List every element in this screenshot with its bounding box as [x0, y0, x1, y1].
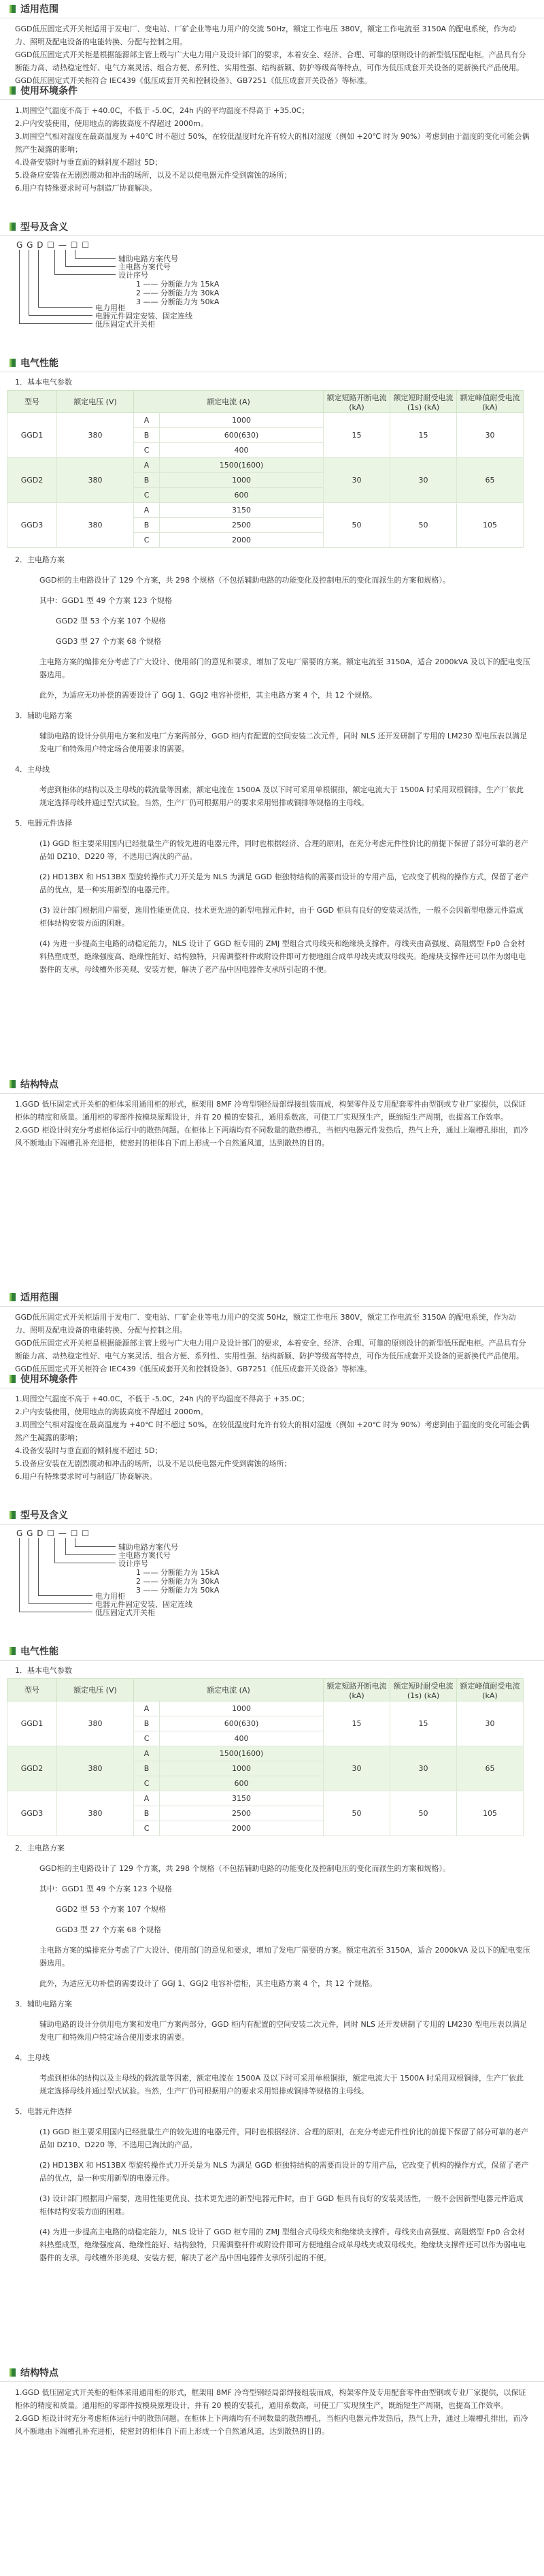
- subsection-title: 4．主母线: [15, 765, 50, 774]
- table-title: 1．基本电气参数: [15, 378, 72, 387]
- table-cell-cls: A: [134, 1701, 160, 1716]
- table-body: [7, 413, 524, 548]
- table-cell-cls: B: [134, 428, 160, 443]
- table-cell-peak: 30: [457, 1701, 524, 1746]
- paragraph: (2) HD13BX 和 HS13BX 型旋转操作式刀开关是为 NLS 为满足 GGD 柜独特结构的需要而设计的专用产品，它改变了机构的操作方式，保留了老产品的优点，是一种实用新型的电器元件。: [39, 2161, 529, 2183]
- label-breaking-15: 1 —— 分断能力为 15kA: [136, 280, 220, 289]
- table-cell-short: 15: [390, 413, 457, 458]
- table-header: 额定峰值耐受电流 (kA): [457, 1679, 524, 1701]
- subsection-title: 3．辅助电路方案: [15, 711, 72, 720]
- section-header: [0, 82, 544, 100]
- scope-paragraph: GGD低压固定式开关柜是根据能源部主管上级与广大电力用户及设计部门的要求，本着安全、经济、合理、可靠的原则设计的新型低压配电柜。产品具有分断能力高、动热稳定性好、电气方案灵活、组合方便、系列性、实用性强、结构新颖、防护等级高等特点，可作为低压成套开关设备的更新换代产品使用。: [15, 50, 526, 72]
- section-marker-icon: [10, 1375, 16, 1383]
- content-block-2: [0, 1288, 544, 2576]
- table-cell-current: 400: [160, 443, 324, 458]
- table-cell-current: 2500: [160, 1806, 324, 1821]
- table-header: 额定峰值耐受电流 (kA): [457, 391, 524, 413]
- label-fixed-cabinet: 低压固定式开关柜: [95, 320, 155, 329]
- table-cell-current: 1000: [160, 473, 324, 488]
- table-cell-breaking: 15: [324, 413, 390, 458]
- table-cell-voltage: 380: [57, 1746, 134, 1791]
- subsection-title: 2．主电路方案: [15, 555, 65, 564]
- section-marker-icon: [10, 359, 16, 367]
- section-header: [0, 1642, 544, 1661]
- label-breaking-50: 3 —— 分断能力为 50kA: [136, 297, 220, 306]
- table-cell-short: 30: [390, 1746, 457, 1791]
- paragraph: GGD3 型 27 个方案 68 个规格: [56, 1925, 161, 1934]
- table-cell-breaking: 15: [324, 1701, 390, 1746]
- table-cell-current: 400: [160, 1731, 324, 1746]
- table-cell-cls: B: [134, 518, 160, 533]
- table-header: 型号: [7, 391, 57, 413]
- section-title: 结构特点: [20, 1079, 58, 1090]
- table-cell-short: 15: [390, 1701, 457, 1746]
- label-fixed-install: 电器元件固定安装、固定连线: [95, 1600, 192, 1609]
- subsection-title: 2．主电路方案: [15, 1844, 65, 1853]
- paragraph: 主电路方案的编排充分考虑了广大设计、使用部门的意见和要求，增加了发电厂需要的方案。额定电流至 3150A，适合 2000kVA 及以下的配电变压器选用。: [39, 1946, 530, 1968]
- section-marker-icon: [10, 1080, 16, 1088]
- parameter-table: [7, 390, 524, 548]
- section-header: [0, 1370, 544, 1388]
- section-marker-icon: [10, 2368, 16, 2377]
- table-cell-peak: 65: [457, 1746, 524, 1791]
- label-breaking-50: 3 —— 分断能力为 50kA: [136, 1586, 220, 1595]
- table-cell-current: 1500(1600): [160, 1746, 324, 1761]
- table-header: 额定短路开断电流 (kA): [324, 1679, 390, 1701]
- section-marker-icon: [10, 223, 16, 231]
- section-header: [0, 2364, 544, 2382]
- table-cell-peak: 30: [457, 413, 524, 458]
- table-cell-model: GGD1: [7, 1701, 57, 1746]
- parameter-table: [7, 1678, 524, 1836]
- section-marker-icon: [10, 1647, 16, 1655]
- table-header: 额定电压 (V): [57, 391, 134, 413]
- table-cell-cls: C: [134, 1731, 160, 1746]
- table-cell-voltage: 380: [57, 458, 134, 503]
- table-cell-current: 1000: [160, 1761, 324, 1776]
- label-design-no: 设计序号: [118, 1559, 148, 1568]
- table-cell-voltage: 380: [57, 1791, 134, 1836]
- table-cell-breaking: 50: [324, 1791, 390, 1836]
- section-electrical: [0, 354, 544, 1075]
- paragraph: 考虑到柜体的结构以及主母线的载流量等因素，额定电流在 1500A 及以下时可采用单根铜排，额定电流大于 1500A 时采用双根铜排，生产厂依此规定选择母线并通过型式试验。当然，生产厂仍可根据用户的要求采用铝排或铜排等规格的主母线。: [39, 2074, 524, 2096]
- section-header: [0, 1506, 544, 1525]
- section-title: 结构特点: [20, 2368, 58, 2379]
- section-title: 型号及含义: [20, 1510, 68, 1521]
- model-diagram: [0, 1525, 544, 1627]
- table-cell-voltage: 380: [57, 503, 134, 548]
- label-breaking-30: 2 —— 分断能力为 30kA: [136, 1577, 220, 1586]
- table-row: [7, 1791, 524, 1806]
- section-title: 使用环境条件: [20, 86, 78, 97]
- paragraph: (1) GGD 柜主要采用国内已经批量生产的较先进的电器元件，同时也根据经济、合理的原则，在充分考虑元件性价比的前提下保留了部分可靠的老产品如 DZ10、D220 等，不选用已淘汰的产品。: [39, 839, 529, 861]
- table-cell-current: 600: [160, 1776, 324, 1791]
- table-header: 额定短时耐受电流 (1s) (kA): [390, 1679, 457, 1701]
- section-header: [0, 218, 544, 236]
- paragraph: 辅助电路的设计分供用电方案和发电厂方案两部分，GGD 柜内有配置的空间安装二次元件，同时 NLS 还开发研制了专用的 LM230 型电压表以满足发电厂和特殊用户特定场合使用要求的需要。: [39, 2020, 527, 2042]
- paragraph: (4) 为进一步提高主电路的动稳定能力，NLS 设计了 GGD 柜专用的 ZMJ 型组合式母线夹和绝缘块支撑件。母线夹由高强度、高阻燃型 Fp0 合金材料热塑成型，绝缘强度高、绝缘性能好、结构独特，只需调整杆件或附设件即可方便地组合成单母线夹或双母线夹。绝缘块支撑件还可以作为弱电电器件的支承，母线槽外形美观、安装方便，解决了老产品中因电器件支承所引起的不便。: [39, 939, 526, 974]
- paragraph: (2) HD13BX 和 HS13BX 型旋转操作式刀开关是为 NLS 为满足 GGD 柜独特结构的需要而设计的专用产品，它改变了机构的操作方式，保留了老产品的优点，是一种实用新型的电器元件。: [39, 873, 529, 894]
- table-cell-cls: C: [134, 533, 160, 548]
- label-breaking-15: 1 —— 分断能力为 15kA: [136, 1568, 220, 1577]
- table-cell-current: 3150: [160, 1791, 324, 1806]
- subsection-title: 3．辅助电路方案: [15, 2000, 72, 2008]
- env-item: 5.设备应安装在无剧烈震动和冲击的场所，以及不足以使电器元件受到腐蚀的场所；: [15, 1459, 292, 1468]
- table-cell-cls: C: [134, 443, 160, 458]
- subsection-title: 5．电器元件选择: [15, 819, 72, 828]
- model-diagram: [0, 236, 544, 338]
- label-aux-circuit: 辅助电路方案代号: [118, 1543, 178, 1552]
- subsection-title: 4．主母线: [15, 2053, 50, 2062]
- paragraph: 考虑到柜体的结构以及主母线的载流量等因素，额定电流在 1500A 及以下时可采用单根铜排，额定电流大于 1500A 时采用双根铜排，生产厂依此规定选择母线并通过型式试验。当然，生产厂仍可根据用户的要求采用铝排或铜排等规格的主母线。: [39, 785, 524, 807]
- section-title: 使用环境条件: [20, 1374, 78, 1385]
- subsection-title: 5．电器元件选择: [15, 2107, 72, 2116]
- table-cell-cls: A: [134, 413, 160, 428]
- table-cell-cls: B: [134, 1806, 160, 1821]
- scope-paragraph: GGD低压固定式开关柜符合 IEC439《低压成套开关和控制设备》、GB7251《低压成套开关设备》等标准。: [15, 76, 372, 85]
- table-cell-voltage: 380: [57, 413, 134, 458]
- paragraph: 其中：GGD1 型 49 个方案 123 个规格: [39, 1885, 172, 1893]
- label-fixed-install: 电器元件固定安装、固定连线: [95, 312, 192, 321]
- model-code: G G D ☐ — ☐ ☐: [16, 1529, 90, 1538]
- table-cell-current: 1000: [160, 413, 324, 428]
- table-cell-peak: 65: [457, 458, 524, 503]
- section-header: [0, 1288, 544, 1307]
- table-header: 额定电压 (V): [57, 1679, 134, 1701]
- table-cell-current: 2500: [160, 518, 324, 533]
- env-item: 6.用户有特殊要求时可与制造厂协商解决。: [15, 1472, 157, 1481]
- section-structure: [0, 1075, 544, 1211]
- table-cell-current: 1000: [160, 1701, 324, 1716]
- table-header: 额定电流 (A): [134, 1679, 324, 1701]
- table-cell-cls: A: [134, 1791, 160, 1806]
- label-power-cabinet: 电力用柜: [95, 304, 125, 312]
- section-environment: [0, 1370, 544, 1506]
- table-cell-model: GGD3: [7, 1791, 57, 1836]
- table-cell-model: GGD2: [7, 1746, 57, 1791]
- env-item: 3.周围空气相对湿度在最高温度为 +40℃ 时不超过 50%，在较低温度时允许有较大的相对湿度（例如 +20℃ 时为 90%）考虑到由于温度的变化可能会偶然产生凝露的影响；: [15, 1420, 530, 1442]
- env-item: 1.周围空气温度不高于 +40.0C，不低于 -5.0C，24h 内的平均温度不得高于 +35.0C；: [15, 1395, 309, 1403]
- label-design-no: 设计序号: [118, 271, 148, 280]
- env-item: 2.户内安装使用，使用地点的海拔高度不得超过 2000m。: [15, 119, 208, 128]
- table-cell-cls: A: [134, 1746, 160, 1761]
- paragraph: (1) GGD 柜主要采用国内已经批量生产的较先进的电器元件，同时也根据经济、合理的原则，在充分考虑元件性价比的前提下保留了部分可靠的老产品如 DZ10、D220 等，不选用已淘汰的产品。: [39, 2127, 529, 2149]
- table-header: 额定短时耐受电流 (1s) (kA): [390, 391, 457, 413]
- section-marker-icon: [10, 5, 16, 13]
- section-scope: [0, 0, 544, 85]
- env-item: 5.设备应安装在无剧烈震动和冲击的场所，以及不足以使电器元件受到腐蚀的场所；: [15, 171, 292, 180]
- section-environment: [0, 82, 544, 218]
- model-code: G G D ☐ — ☐ ☐: [16, 240, 90, 250]
- table-header: 额定短路开断电流 (kA): [324, 391, 390, 413]
- section-structure: [0, 2364, 544, 2500]
- env-item: 1.周围空气温度不高于 +40.0C，不低于 -5.0C，24h 内的平均温度不得高于 +35.0C；: [15, 106, 309, 115]
- paragraph: 辅助电路的设计分供用电方案和发电厂方案两部分，GGD 柜内有配置的空间安装二次元件，同时 NLS 还开发研制了专用的 LM230 型电压表以满足发电厂和特殊用户特定场合使用要求的需要。: [39, 732, 527, 753]
- table-header: 型号: [7, 1679, 57, 1701]
- table-cell-current: 600: [160, 488, 324, 503]
- paragraph: 其中：GGD1 型 49 个方案 123 个规格: [39, 596, 172, 605]
- table-cell-cls: A: [134, 503, 160, 518]
- table-row: [7, 413, 524, 428]
- paragraph: GGD3 型 27 个方案 68 个规格: [56, 637, 161, 646]
- table-cell-cls: B: [134, 473, 160, 488]
- section-marker-icon: [10, 1511, 16, 1519]
- table-cell-current: 2000: [160, 1821, 324, 1836]
- section-marker-icon: [10, 1293, 16, 1301]
- table-cell-short: 50: [390, 503, 457, 548]
- section-electrical: [0, 1642, 544, 2364]
- label-power-cabinet: 电力用柜: [95, 1592, 125, 1601]
- paragraph: 此外，为适应无功补偿的需要设计了 GGJ 1、GGJ2 电容补偿柜，其主电路方案 4 个，共 12 个规格。: [39, 1979, 377, 1988]
- section-scope: [0, 1288, 544, 1373]
- section-model: [0, 218, 544, 354]
- table-cell-short: 30: [390, 458, 457, 503]
- table-cell-current: 3150: [160, 503, 324, 518]
- table-cell-voltage: 380: [57, 1701, 134, 1746]
- scope-paragraph: GGD低压固定式开关柜是根据能源部主管上级与广大电力用户及设计部门的要求，本着安全、经济、合理、可靠的原则设计的新型低压配电柜。产品具有分断能力高、动热稳定性好、电气方案灵活、组合方便、系列性、实用性强、结构新颖、防护等级高等特点，可作为低压成套开关设备的更新换代产品使用。: [15, 1339, 526, 1360]
- section-header: [0, 0, 544, 18]
- table-cell-cls: A: [134, 458, 160, 473]
- paragraph: (4) 为进一步提高主电路的动稳定能力，NLS 设计了 GGD 柜专用的 ZMJ 型组合式母线夹和绝缘块支撑件。母线夹由高强度、高阻燃型 Fp0 合金材料热塑成型，绝缘强度高、绝缘性能好、结构独特，只需调整杆件或附设件即可方便地组合成单母线夹或双母线夹。绝缘块支撑件还可以作为弱电电器件的支承，母线槽外形美观、安装方便，解决了老产品中因电器件支承所引起的不便。: [39, 2228, 526, 2262]
- label-breaking-30: 2 —— 分断能力为 30kA: [136, 289, 220, 297]
- scope-paragraph: GGD低压固定式开关柜适用于发电厂、变电站、厂矿企业等电力用户的交流 50Hz，额定工作电压 380V，额定工作电流至 3150A 的配电系统，作为动力、照明及配电设备的电能转换、分配与控制之用。: [15, 25, 516, 46]
- label-main-circuit: 主电路方案代号: [118, 263, 171, 272]
- paragraph: (3) 设计部门根据用户需要，选用性能更优良、技术更先进的新型电器元件时，由于 GGD 柜具有良好的安装灵活性，一般不会因新型电器元件造成柜体结构安装方面的困难。: [39, 906, 524, 928]
- table-cell-breaking: 30: [324, 458, 390, 503]
- section-title: 适用范围: [20, 4, 58, 15]
- table-cell-current: 600(630): [160, 1716, 324, 1731]
- table-cell-cls: C: [134, 1821, 160, 1836]
- paragraph: 主电路方案的编排充分考虑了广大设计、使用部门的意见和要求，增加了发电厂需要的方案。额定电流至 3150A，适合 2000kVA 及以下的配电变压器选用。: [39, 657, 530, 679]
- paragraph: GGD柜的主电路设计了 129 个方案，共 298 个规格（不包括辅助电路的功能变化及控制电压的变化而派生的方案和规格）。: [39, 1864, 450, 1873]
- paragraph: GGD柜的主电路设计了 129 个方案，共 298 个规格（不包括辅助电路的功能变化及控制电压的变化而派生的方案和规格）。: [39, 576, 450, 585]
- paragraph: GGD2 型 53 个方案 107 个规格: [56, 1905, 166, 1914]
- section-marker-icon: [10, 86, 16, 95]
- table-cell-peak: 105: [457, 503, 524, 548]
- table-cell-cls: B: [134, 1761, 160, 1776]
- paragraph: 此外，为适应无功补偿的需要设计了 GGJ 1、GGJ2 电容补偿柜，其主电路方案 4 个，共 12 个规格。: [39, 691, 377, 700]
- table-row: [7, 1701, 524, 1716]
- env-item: 4.设备安装时与垂直面的倾斜度不超过 5D；: [15, 158, 163, 167]
- paragraph: 1.GGD 低压固定式开关柜的柜体采用通用柜的形式，框架用 8MF 冷弯型钢经局部焊接组装而成，构架零件及专用配套零件由型钢或专业厂家提供，以保证柜体的精度和质量。通用柜的零部件按模块原理设计，并有 20 模的安装孔，通用系数高，可使工厂实现预生产，既缩短生产周期，也提高工作效率。: [15, 2388, 526, 2410]
- label-aux-circuit: 辅助电路方案代号: [118, 255, 178, 263]
- table-cell-current: 600(630): [160, 428, 324, 443]
- table-cell-model: GGD3: [7, 503, 57, 548]
- section-model: [0, 1506, 544, 1642]
- table-header: 额定电流 (A): [134, 391, 324, 413]
- table-cell-short: 50: [390, 1791, 457, 1836]
- table-cell-current: 1500(1600): [160, 458, 324, 473]
- table-cell-model: GGD1: [7, 413, 57, 458]
- table-cell-current: 2000: [160, 533, 324, 548]
- paragraph: 2.GGD 柜设计时充分考虑柜体运行中的散热问题。在柜体上下两端均有不同数量的散热槽孔，当柜内电器元件发热后，热气上升，通过上端槽孔排出，而冷风不断地由下端槽孔补充进柜，使密封的柜体自下而上形成一个自然通风道，达到散热的目的。: [15, 1126, 528, 1147]
- paragraph: GGD2 型 53 个方案 107 个规格: [56, 617, 166, 625]
- table-cell-model: GGD2: [7, 458, 57, 503]
- scope-paragraph: GGD低压固定式开关柜适用于发电厂、变电站、厂矿企业等电力用户的交流 50Hz，额定工作电压 380V，额定工作电流至 3150A 的配电系统，作为动力、照明及配电设备的电能转换、分配与控制之用。: [15, 1313, 516, 1335]
- section-title: 型号及含义: [20, 222, 68, 233]
- env-item: 3.周围空气相对湿度在最高温度为 +40℃ 时不超过 50%，在较低温度时允许有较大的相对湿度（例如 +20℃ 时为 90%）考虑到由于温度的变化可能会偶然产生凝露的影响；: [15, 132, 530, 154]
- section-title: 电气性能: [20, 1646, 58, 1657]
- env-item: 6.用户有特殊要求时可与制造厂协商解决。: [15, 184, 157, 193]
- paragraph: (3) 设计部门根据用户需要，选用性能更优良、技术更先进的新型电器元件时，由于 GGD 柜具有良好的安装灵活性，一般不会因新型电器元件造成柜体结构安装方面的困难。: [39, 2194, 524, 2216]
- label-main-circuit: 主电路方案代号: [118, 1551, 171, 1560]
- section-header: [0, 1075, 544, 1094]
- paragraph: 2.GGD 柜设计时充分考虑柜体运行中的散热问题。在柜体上下两端均有不同数量的散热槽孔，当柜内电器元件发热后，热气上升，通过上端槽孔排出，而冷风不断地由下端槽孔补充进柜，使密封的柜体自下而上形成一个自然通风道，达到散热的目的。: [15, 2414, 528, 2436]
- section-title: 电气性能: [20, 358, 58, 369]
- table-body: [7, 1701, 524, 1836]
- table-row: [7, 503, 524, 518]
- paragraph: 1.GGD 低压固定式开关柜的柜体采用通用柜的形式，框架用 8MF 冷弯型钢经局部焊接组装而成，构架零件及专用配套零件由型钢或专业厂家提供，以保证柜体的精度和质量。通用柜的零部件按模块原理设计，并有 20 模的安装孔，通用系数高，可使工厂实现预生产，既缩短生产周期，也提高工作效率。: [15, 1100, 526, 1122]
- table-cell-cls: B: [134, 1716, 160, 1731]
- table-cell-breaking: 30: [324, 1746, 390, 1791]
- scope-paragraph: GGD低压固定式开关柜符合 IEC439《低压成套开关和控制设备》、GB7251《低压成套开关设备》等标准。: [15, 1365, 372, 1373]
- section-header: [0, 354, 544, 372]
- table-cell-peak: 105: [457, 1791, 524, 1836]
- table-title: 1．基本电气参数: [15, 1666, 72, 1675]
- table-row: [7, 1746, 524, 1761]
- label-fixed-cabinet: 低压固定式开关柜: [95, 1608, 155, 1617]
- table-row: [7, 458, 524, 473]
- table-cell-cls: C: [134, 488, 160, 503]
- env-item: 2.户内安装使用，使用地点的海拔高度不得超过 2000m。: [15, 1407, 208, 1416]
- env-item: 4.设备安装时与垂直面的倾斜度不超过 5D；: [15, 1446, 163, 1455]
- table-cell-breaking: 50: [324, 503, 390, 548]
- table-cell-cls: C: [134, 1776, 160, 1791]
- section-title: 适用范围: [20, 1292, 58, 1303]
